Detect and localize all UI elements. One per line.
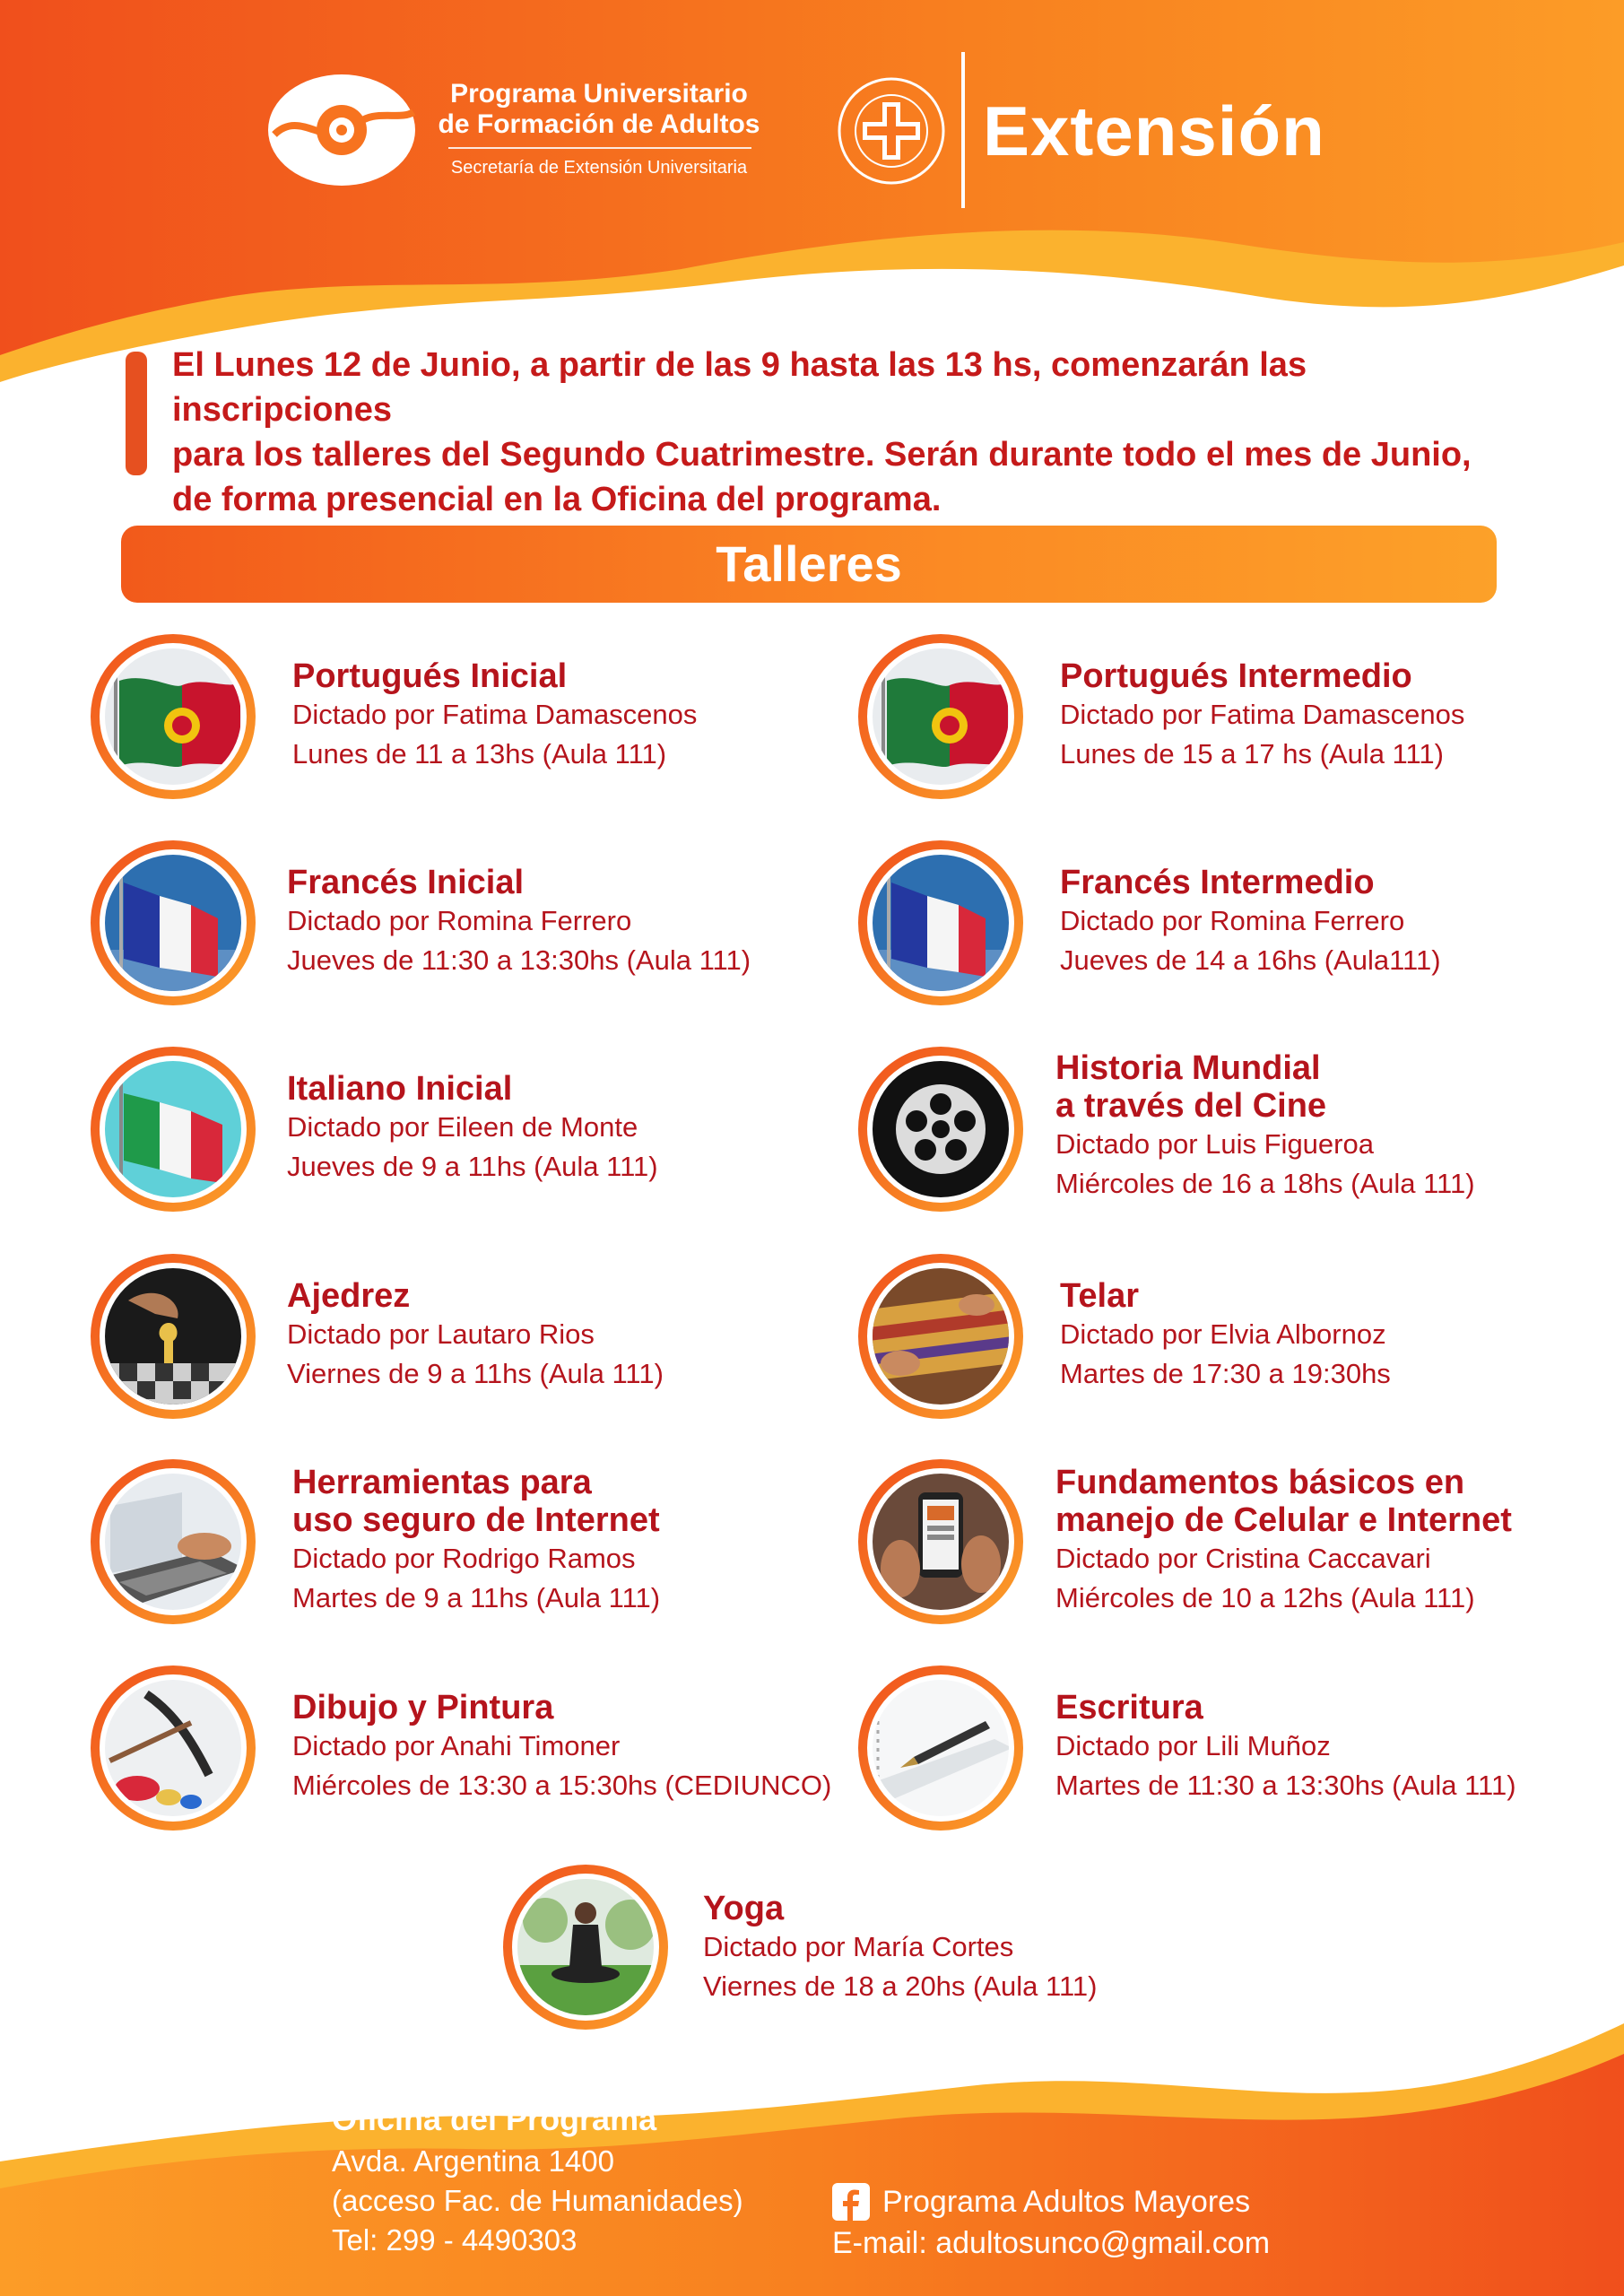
workshop-schedule: Martes de 11:30 a 13:30hs (Aula 111)	[1055, 1770, 1516, 1801]
intro-accent-bar	[126, 352, 147, 475]
intro-line-2: para los talleres del Segundo Cuatrimestre. Serán durante todo el mes de Junio,	[172, 436, 1472, 474]
workshop-teacher: Dictado por Luis Figueroa	[1055, 1128, 1374, 1160]
italy-flag-icon	[90, 1046, 256, 1213]
workshop-title: Ajedrez	[287, 1277, 411, 1315]
workshop-title: Portugués Inicial	[292, 657, 568, 695]
workshop-teacher: Dictado por María Cortes	[703, 1931, 1014, 1962]
workshop-schedule: Viernes de 9 a 11hs (Aula 111)	[287, 1358, 664, 1389]
workshop-teacher: Dictado por Anahi Timoner	[292, 1730, 621, 1761]
workshop-text	[1060, 1277, 1391, 1394]
workshop-text	[1060, 864, 1441, 980]
intro-line-1: El Lunes 12 de Junio, a partir de las 9 hasta las 13 hs, comenzarán las inscripciones	[172, 346, 1307, 429]
workshop-schedule: Martes de 17:30 a 19:30hs	[1060, 1358, 1391, 1389]
workshop-title: Telar	[1060, 1277, 1140, 1315]
workshop-text	[1055, 1464, 1512, 1618]
workshop-teacher: Dictado por Lili Muñoz	[1055, 1730, 1331, 1761]
loom-icon	[857, 1253, 1024, 1420]
intro-text	[172, 343, 1517, 522]
workshop-title: Historia Mundial a través del Cine	[1055, 1049, 1327, 1125]
email-link[interactable]: E-mail: adultosunco@gmail.com	[832, 2226, 1271, 2260]
workshop-title: Escritura	[1055, 1689, 1203, 1726]
program-divider	[448, 147, 751, 149]
chess-icon	[90, 1253, 256, 1420]
facebook-icon[interactable]	[832, 2183, 870, 2221]
workshop-schedule: Jueves de 11:30 a 13:30hs (Aula 111)	[287, 944, 751, 976]
workshop-teacher: Dictado por Lautaro Rios	[287, 1318, 595, 1350]
workshop-text	[287, 1277, 664, 1394]
university-seal-icon	[836, 75, 947, 187]
laptop-icon	[90, 1458, 256, 1625]
workshop-schedule: Miércoles de 16 a 18hs (Aula 111)	[1055, 1168, 1475, 1199]
workshop-title: Herramientas para uso seguro de Internet	[292, 1464, 660, 1539]
header-divider	[961, 52, 965, 208]
workshop-teacher: Dictado por Rodrigo Ramos	[292, 1543, 636, 1574]
workshop-teacher: Dictado por Eileen de Monte	[287, 1111, 638, 1143]
workshop-title: Dibujo y Pintura	[292, 1689, 554, 1726]
workshop-title: Italiano Inicial	[287, 1070, 513, 1108]
workshop-title: Portugués Intermedio	[1060, 657, 1412, 695]
paintbrush-icon	[90, 1665, 256, 1831]
workshop-text	[292, 1464, 660, 1618]
workshop-title: Francés Intermedio	[1060, 864, 1375, 901]
fountain-pen-icon	[857, 1665, 1024, 1831]
office-address-2: (acceso Fac. de Humanidades)	[332, 2184, 743, 2217]
workshop-teacher: Dictado por Elvia Albornoz	[1060, 1318, 1386, 1350]
workshop-text	[1055, 1689, 1516, 1805]
workshop-teacher: Dictado por Fatima Damascenos	[1060, 699, 1465, 730]
workshop-text	[1060, 657, 1464, 774]
film-reel-icon	[857, 1046, 1024, 1213]
workshop-title: Yoga	[703, 1890, 785, 1927]
workshop-text	[703, 1890, 1097, 2006]
workshop-text	[1055, 1049, 1475, 1204]
workshop-schedule: Jueves de 14 a 16hs (Aula111)	[1060, 944, 1441, 976]
program-title	[438, 79, 760, 140]
smartphone-icon	[857, 1458, 1024, 1625]
talleres-title: Talleres	[716, 535, 902, 592]
office-address-1: Avda. Argentina 1400	[332, 2144, 614, 2178]
workshop-text	[292, 1689, 831, 1805]
program-subtitle: Secretaría de Extensión Universitaria	[450, 158, 748, 178]
workshop-schedule: Viernes de 18 a 20hs (Aula 111)	[703, 1970, 1098, 2002]
office-title: Oficina del Programa	[332, 2100, 657, 2137]
workshop-schedule: Lunes de 11 a 13hs (Aula 111)	[292, 738, 667, 770]
workshop-teacher: Dictado por Romina Ferrero	[287, 905, 632, 936]
program-flower-logo	[265, 72, 418, 188]
program-title-line2: de Formación de Adultos	[438, 109, 760, 139]
france-flag-icon	[90, 839, 256, 1006]
workshop-teacher: Dictado por Romina Ferrero	[1060, 905, 1405, 936]
workshop-teacher: Dictado por Fatima Damascenos	[292, 699, 698, 730]
program-title-line1: Programa Universitario	[450, 79, 748, 109]
workshop-schedule: Jueves de 9 a 11hs (Aula 111)	[287, 1151, 658, 1182]
workshop-title: Francés Inicial	[287, 864, 525, 901]
workshop-schedule: Miércoles de 10 a 12hs (Aula 111)	[1055, 1582, 1475, 1613]
facebook-page-link[interactable]: Programa Adultos Mayores	[882, 2185, 1251, 2219]
extension-logo: Extensión	[983, 91, 1325, 170]
yoga-icon	[502, 1864, 669, 2031]
workshop-teacher: Dictado por Cristina Caccavari	[1055, 1543, 1431, 1574]
workshop-text	[287, 1070, 658, 1187]
office-phone: Tel: 299 - 4490303	[332, 2223, 578, 2257]
workshop-schedule: Miércoles de 13:30 a 15:30hs (CEDIUNCO)	[292, 1770, 832, 1801]
workshop-text	[287, 864, 751, 980]
workshop-title: Fundamentos básicos en manejo de Celular e Internet	[1055, 1464, 1512, 1539]
workshop-schedule: Lunes de 15 a 17 hs (Aula 111)	[1060, 738, 1444, 770]
france-flag-icon	[857, 839, 1024, 1006]
portugal-flag-icon	[857, 633, 1024, 800]
workshop-schedule: Martes de 9 a 11hs (Aula 111)	[292, 1582, 661, 1613]
workshop-text	[292, 657, 697, 774]
intro-line-3: de forma presencial en la Oficina del programa.	[172, 481, 942, 518]
portugal-flag-icon	[90, 633, 256, 800]
